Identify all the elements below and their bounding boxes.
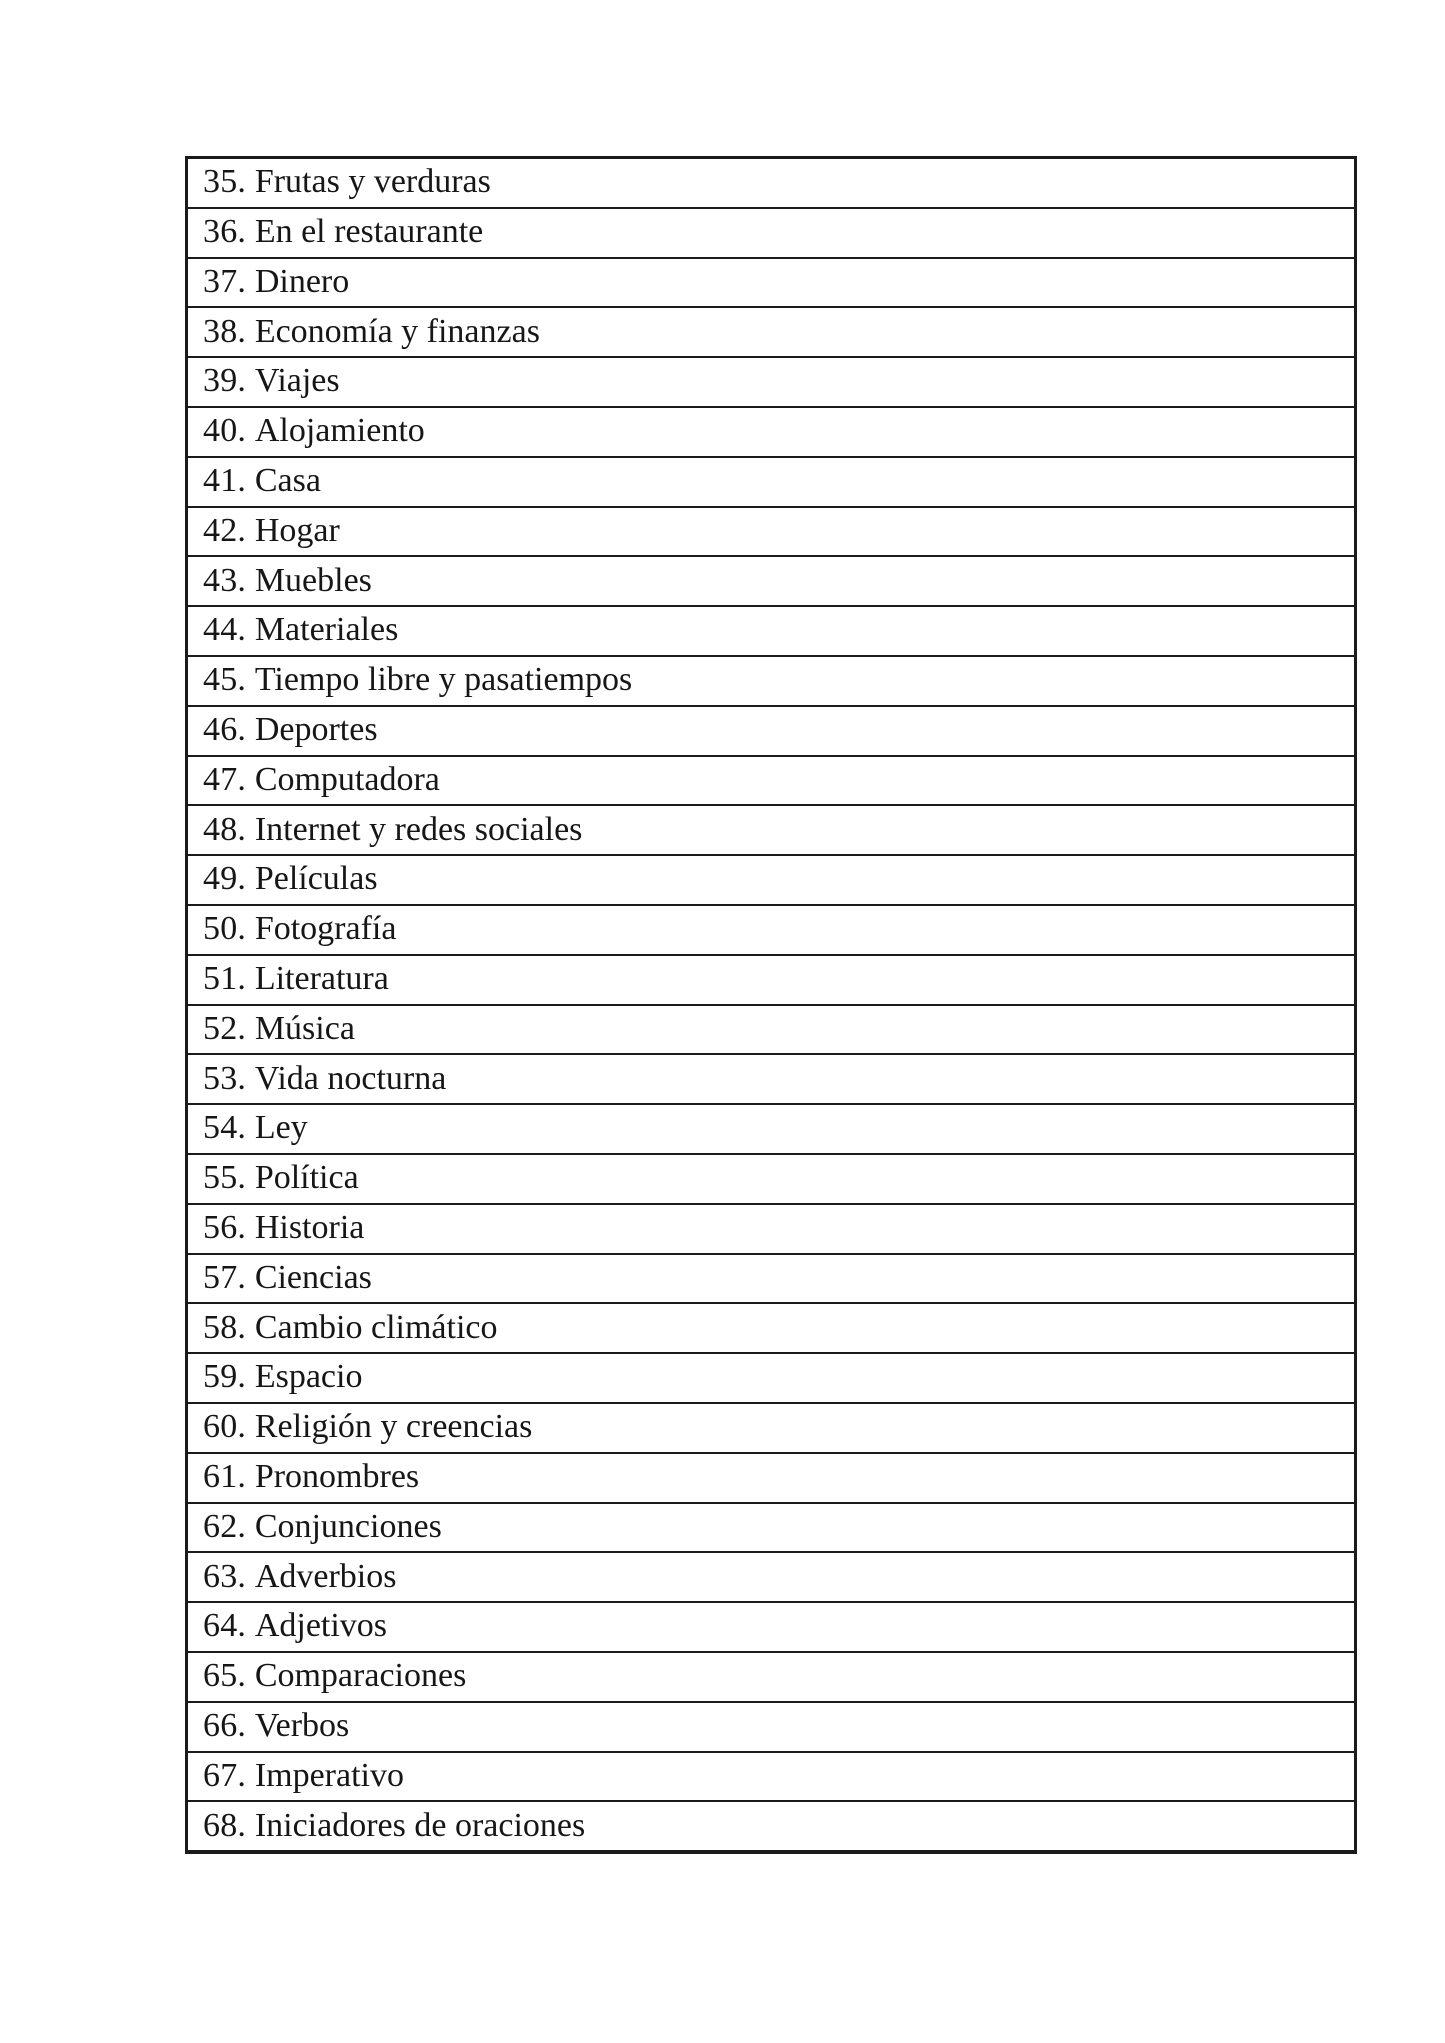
entry-number: 53.	[203, 1059, 255, 1097]
table-row	[187, 208, 1356, 258]
entry-number: 50.	[203, 910, 255, 948]
table-row	[187, 1552, 1356, 1602]
entry-label: Dinero	[254, 262, 350, 300]
toc-entry	[187, 258, 1356, 308]
entry-number: 40.	[203, 412, 255, 450]
table-row	[187, 1453, 1356, 1503]
toc-entry	[187, 556, 1356, 606]
toc-entry	[187, 1652, 1356, 1702]
entry-number: 35.	[203, 163, 255, 201]
entry-number: 54.	[203, 1109, 255, 1147]
entry-number: 66.	[203, 1706, 255, 1744]
toc-entry	[187, 606, 1356, 656]
entry-label: Política	[254, 1159, 359, 1197]
entry-label: Frutas y verduras	[254, 163, 491, 201]
entry-number: 45.	[203, 661, 255, 699]
table-row	[187, 1054, 1356, 1104]
contents-table	[185, 156, 1357, 1854]
table-row	[187, 606, 1356, 656]
toc-entry	[187, 1503, 1356, 1553]
entry-label: Tiempo libre y pasatiempos	[254, 661, 633, 699]
entry-number: 55.	[203, 1159, 255, 1197]
table-row	[187, 1801, 1356, 1852]
table-row	[187, 1254, 1356, 1304]
entry-number: 52.	[203, 1009, 255, 1047]
entry-label: Economía y finanzas	[254, 312, 540, 350]
table-row	[187, 955, 1356, 1005]
toc-entry	[187, 208, 1356, 258]
toc-entry	[187, 1204, 1356, 1254]
entry-number: 65.	[203, 1657, 255, 1695]
entry-label: Internet y redes sociales	[254, 810, 583, 848]
entry-number: 48.	[203, 810, 255, 848]
table-row	[187, 556, 1356, 606]
entry-label: Música	[254, 1009, 355, 1047]
entry-label: Literatura	[254, 959, 389, 997]
entry-number: 38.	[203, 312, 255, 350]
toc-entry	[187, 656, 1356, 706]
toc-entry	[187, 756, 1356, 806]
table-row	[187, 1503, 1356, 1553]
table-row	[187, 357, 1356, 407]
entry-number: 49.	[203, 860, 255, 898]
toc-entry	[187, 307, 1356, 357]
entry-number: 37.	[203, 262, 255, 300]
entry-number: 47.	[203, 760, 255, 798]
entry-label: Comparaciones	[254, 1657, 467, 1695]
toc-entry	[187, 507, 1356, 557]
entry-label: Religión y creencias	[254, 1408, 533, 1446]
table-row	[187, 1005, 1356, 1055]
entry-label: Imperativo	[254, 1756, 404, 1794]
toc-entry	[187, 357, 1356, 407]
table-row	[187, 407, 1356, 457]
entry-label: Verbos	[254, 1706, 350, 1744]
entry-label: Historia	[254, 1208, 365, 1246]
toc-entry	[187, 1254, 1356, 1304]
toc-entry	[187, 855, 1356, 905]
entry-label: Películas	[254, 860, 378, 898]
toc-entry	[187, 1353, 1356, 1403]
contents-table-body	[187, 158, 1356, 1853]
toc-entry	[187, 1403, 1356, 1453]
table-row	[187, 1652, 1356, 1702]
entry-label: Conjunciones	[254, 1507, 442, 1545]
entry-label: Vida nocturna	[254, 1059, 447, 1097]
entry-label: Hogar	[254, 511, 340, 549]
toc-entry	[187, 407, 1356, 457]
entry-label: Casa	[254, 461, 321, 499]
entry-label: Adjetivos	[254, 1607, 388, 1645]
toc-entry	[187, 1552, 1356, 1602]
toc-entry	[187, 158, 1356, 208]
toc-entry	[187, 905, 1356, 955]
entry-label: Computadora	[254, 760, 440, 798]
entry-label: Espacio	[254, 1358, 363, 1396]
entry-number: 39.	[203, 362, 255, 400]
entry-label: Ley	[254, 1109, 308, 1147]
entry-number: 42.	[203, 511, 255, 549]
entry-number: 46.	[203, 710, 255, 748]
table-row	[187, 1702, 1356, 1752]
entry-label: Iniciadores de oraciones	[254, 1806, 586, 1844]
entry-label: Viajes	[254, 362, 340, 400]
table-row	[187, 706, 1356, 756]
entry-number: 44.	[203, 611, 255, 649]
table-row	[187, 656, 1356, 706]
toc-entry	[187, 457, 1356, 507]
table-row	[187, 805, 1356, 855]
toc-entry	[187, 955, 1356, 1005]
table-row	[187, 158, 1356, 208]
entry-label: Cambio climático	[254, 1308, 498, 1346]
entry-number: 62.	[203, 1507, 255, 1545]
entry-label: Pronombres	[254, 1457, 420, 1495]
toc-entry	[187, 805, 1356, 855]
entry-number: 63.	[203, 1557, 255, 1595]
table-row	[187, 855, 1356, 905]
toc-entry	[187, 1801, 1356, 1852]
entry-number: 57.	[203, 1258, 255, 1296]
entry-number: 58.	[203, 1308, 255, 1346]
entry-number: 51.	[203, 959, 255, 997]
toc-entry	[187, 1104, 1356, 1154]
entry-number: 68.	[203, 1806, 255, 1844]
entry-label: Materiales	[254, 611, 399, 649]
table-row	[187, 1154, 1356, 1204]
table-row	[187, 1752, 1356, 1802]
toc-entry	[187, 1602, 1356, 1652]
entry-number: 36.	[203, 213, 255, 250]
table-row	[187, 756, 1356, 806]
entry-number: 64.	[203, 1607, 255, 1645]
entry-label: En el restaurante	[254, 213, 484, 250]
entry-number: 43.	[203, 561, 255, 599]
toc-entry	[187, 1154, 1356, 1204]
toc-entry	[187, 1005, 1356, 1055]
entry-number: 67.	[203, 1756, 255, 1794]
entry-label: Muebles	[254, 561, 372, 599]
toc-entry	[187, 1752, 1356, 1802]
toc-entry	[187, 1453, 1356, 1503]
table-row	[187, 258, 1356, 308]
table-row	[187, 1403, 1356, 1453]
table-row	[187, 507, 1356, 557]
table-row	[187, 905, 1356, 955]
toc-entry	[187, 706, 1356, 756]
entry-label: Deportes	[254, 710, 378, 748]
table-row	[187, 1204, 1356, 1254]
entry-label: Ciencias	[254, 1258, 372, 1296]
entry-number: 59.	[203, 1358, 255, 1396]
table-row	[187, 1104, 1356, 1154]
toc-entry	[187, 1702, 1356, 1752]
entry-label: Adverbios	[254, 1557, 397, 1595]
toc-entry	[187, 1303, 1356, 1353]
entry-label: Fotografía	[254, 910, 397, 948]
table-row	[187, 457, 1356, 507]
table-row	[187, 1303, 1356, 1353]
table-row	[187, 1353, 1356, 1403]
entry-label: Alojamiento	[254, 412, 425, 450]
table-row	[187, 1602, 1356, 1652]
entry-number: 60.	[203, 1408, 255, 1446]
toc-entry	[187, 1054, 1356, 1104]
entry-number: 56.	[203, 1208, 255, 1246]
entry-number: 41.	[203, 461, 255, 499]
entry-number: 61.	[203, 1457, 255, 1495]
table-row	[187, 307, 1356, 357]
